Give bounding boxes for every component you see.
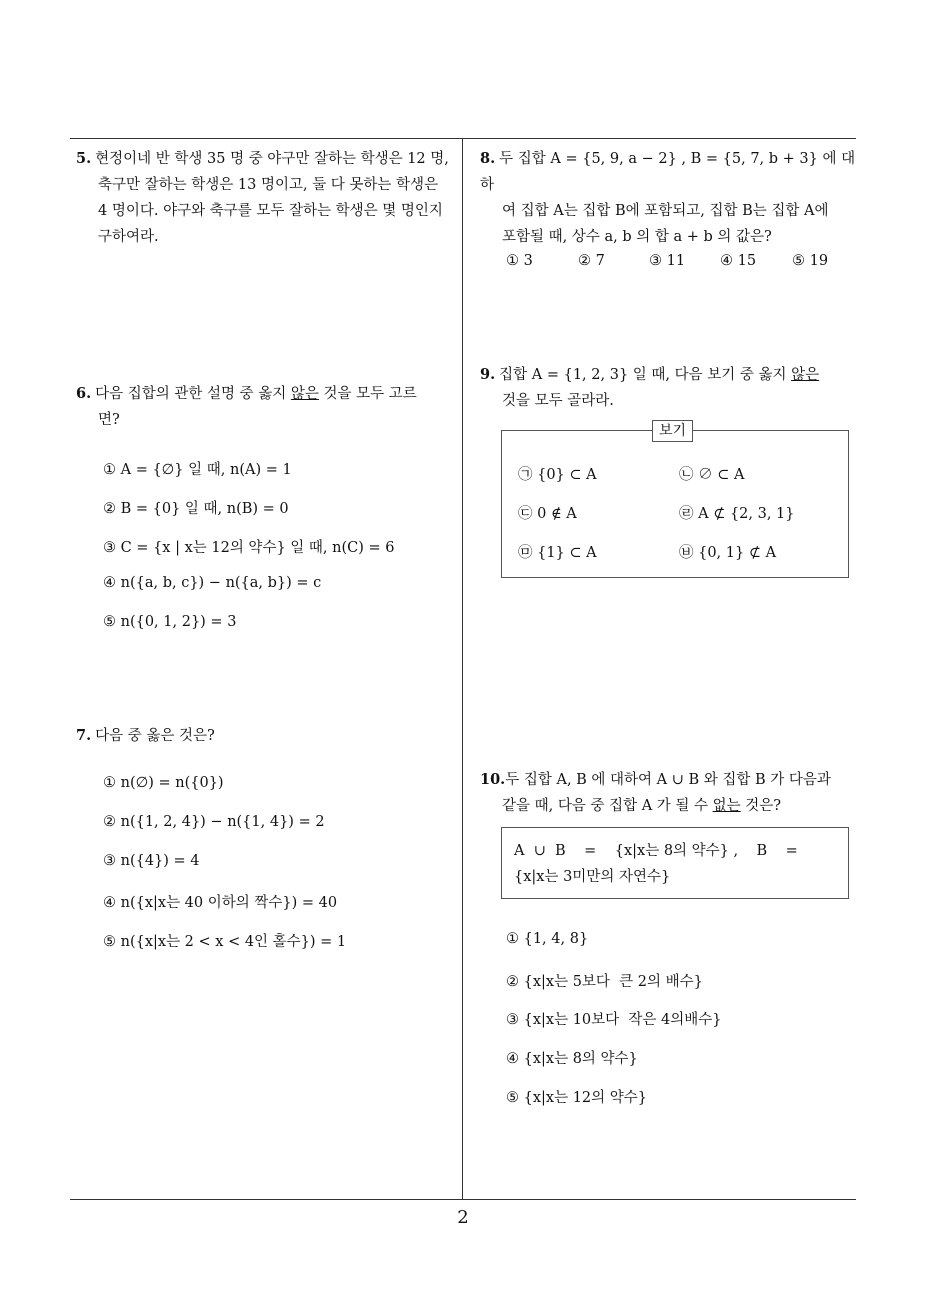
question-6	[76, 381, 460, 433]
question-number: 6.	[76, 385, 92, 402]
condition-box	[501, 827, 849, 899]
question-number: 9.	[480, 366, 496, 383]
choice-2[interactable]: ② B = {0} 일 때, n(B) = 0	[103, 501, 289, 517]
example-item: ㉥ {0, 1} ⊄ A	[679, 545, 777, 561]
choice-2[interactable]: ② 7	[578, 253, 605, 269]
question-number: 5.	[76, 150, 92, 167]
question-text-line: 4 명이다. 야구와 축구를 모두 잘하는 학생은 몇 명인지	[98, 203, 443, 219]
question-text: 다음 중 옳은 것은?	[95, 728, 215, 744]
question-number: 8.	[480, 150, 496, 167]
choice-5[interactable]: ⑤ n({0, 1, 2}) = 3	[103, 614, 237, 630]
choice-5[interactable]: ⑤ {x|x는 12의 약수}	[506, 1090, 647, 1106]
example-item: ㉡ ∅ ⊂ A	[679, 467, 745, 483]
choice-3[interactable]: ③ C = {x | x는 12의 약수} 일 때, n(C) = 6	[103, 540, 395, 556]
example-item: ㉣ A ⊄ {2, 3, 1}	[679, 506, 795, 522]
question-text-line: 여 집합 A는 집합 B에 포함되고, 집합 B는 집합 A에	[502, 203, 829, 219]
question-text-line: 축구만 잘하는 학생은 13 명이고, 둘 다 못하는 학생은	[98, 177, 439, 193]
example-item: ㉤ {1} ⊂ A	[518, 545, 597, 561]
question-text-line: 두 집합 A, B 에 대하여 A ∪ B 와 집합 B 가 다음과	[505, 772, 831, 788]
choice-2[interactable]: ② n({1, 2, 4}) − n({1, 4}) = 2	[103, 814, 325, 830]
question-text-line: 두 집합 A = {5, 9, a − 2} , B = {5, 7, b + 3} 에 대하	[480, 151, 856, 193]
choice-4[interactable]: ④ {x|x는 8의 약수}	[506, 1051, 638, 1067]
choice-3[interactable]: ③ n({4}) = 4	[103, 853, 200, 869]
question-5	[76, 146, 460, 250]
question-text: 것을 모두 고르	[318, 386, 417, 402]
choice-3[interactable]: ③ 11	[649, 253, 686, 269]
question-text-line: 현정이네 반 학생 35 명 중 야구만 잘하는 학생은 12 명,	[95, 151, 449, 167]
choice-2[interactable]: ② {x|x는 5보다 큰 2의 배수}	[506, 974, 703, 990]
question-text-line: 면?	[98, 412, 120, 428]
choice-4[interactable]: ④ n({a, b, c}) − n({a, b}) = c	[103, 575, 322, 591]
choice-4[interactable]: ④ 15	[720, 253, 757, 269]
condition-line: A ∪ B = {x|x는 8의 약수} , B =	[514, 843, 798, 859]
choice-5[interactable]: ⑤ 19	[792, 253, 829, 269]
choice-5[interactable]: ⑤ n({x|x는 2 < x < 4인 홀수}) = 1	[103, 934, 347, 950]
top-rule	[70, 138, 856, 139]
question-text: 것은?	[740, 798, 782, 814]
example-item: ㉠ {0} ⊂ A	[518, 467, 597, 483]
example-item: ㉢ 0 ∉ A	[518, 506, 577, 522]
choice-1[interactable]: ① n(∅) = n({0})	[103, 775, 224, 791]
underlined-word: 않은	[791, 367, 820, 383]
question-text: 다음 집합의 관한 설명 중 옳지	[95, 386, 291, 402]
bottom-rule	[70, 1199, 856, 1200]
question-text-line: 구하여라.	[98, 229, 159, 245]
question-number: 10.	[480, 771, 506, 788]
choice-1[interactable]: ① {1, 4, 8}	[506, 931, 589, 947]
question-text: 같을 때, 다음 중 집합 A 가 될 수	[502, 798, 713, 814]
column-divider	[462, 138, 463, 1200]
choice-1[interactable]: ① A = {∅} 일 때, n(A) = 1	[103, 462, 292, 478]
question-number: 7.	[76, 727, 92, 744]
question-7	[76, 723, 460, 749]
underlined-word: 없는	[712, 798, 741, 814]
page-number: 2	[457, 1207, 469, 1228]
choice-1[interactable]: ① 3	[506, 253, 533, 269]
choice-3[interactable]: ③ {x|x는 10보다 작은 4의배수}	[506, 1012, 722, 1028]
question-10	[480, 767, 860, 819]
question-text-line: 것을 모두 골라라.	[502, 393, 614, 409]
question-8	[480, 146, 860, 250]
question-text-line: 포함될 때, 상수 a, b 의 합 a + b 의 값은?	[502, 229, 772, 245]
question-text: 집합 A = {1, 2, 3} 일 때, 다음 보기 중 옳지	[499, 367, 792, 383]
condition-line: {x|x는 3미만의 자연수}	[514, 869, 671, 885]
choice-4[interactable]: ④ n({x|x는 40 이하의 짝수}) = 40	[103, 895, 338, 911]
underlined-word: 않은	[290, 386, 319, 402]
question-9	[480, 362, 860, 414]
example-box-title: 보기	[652, 420, 693, 442]
